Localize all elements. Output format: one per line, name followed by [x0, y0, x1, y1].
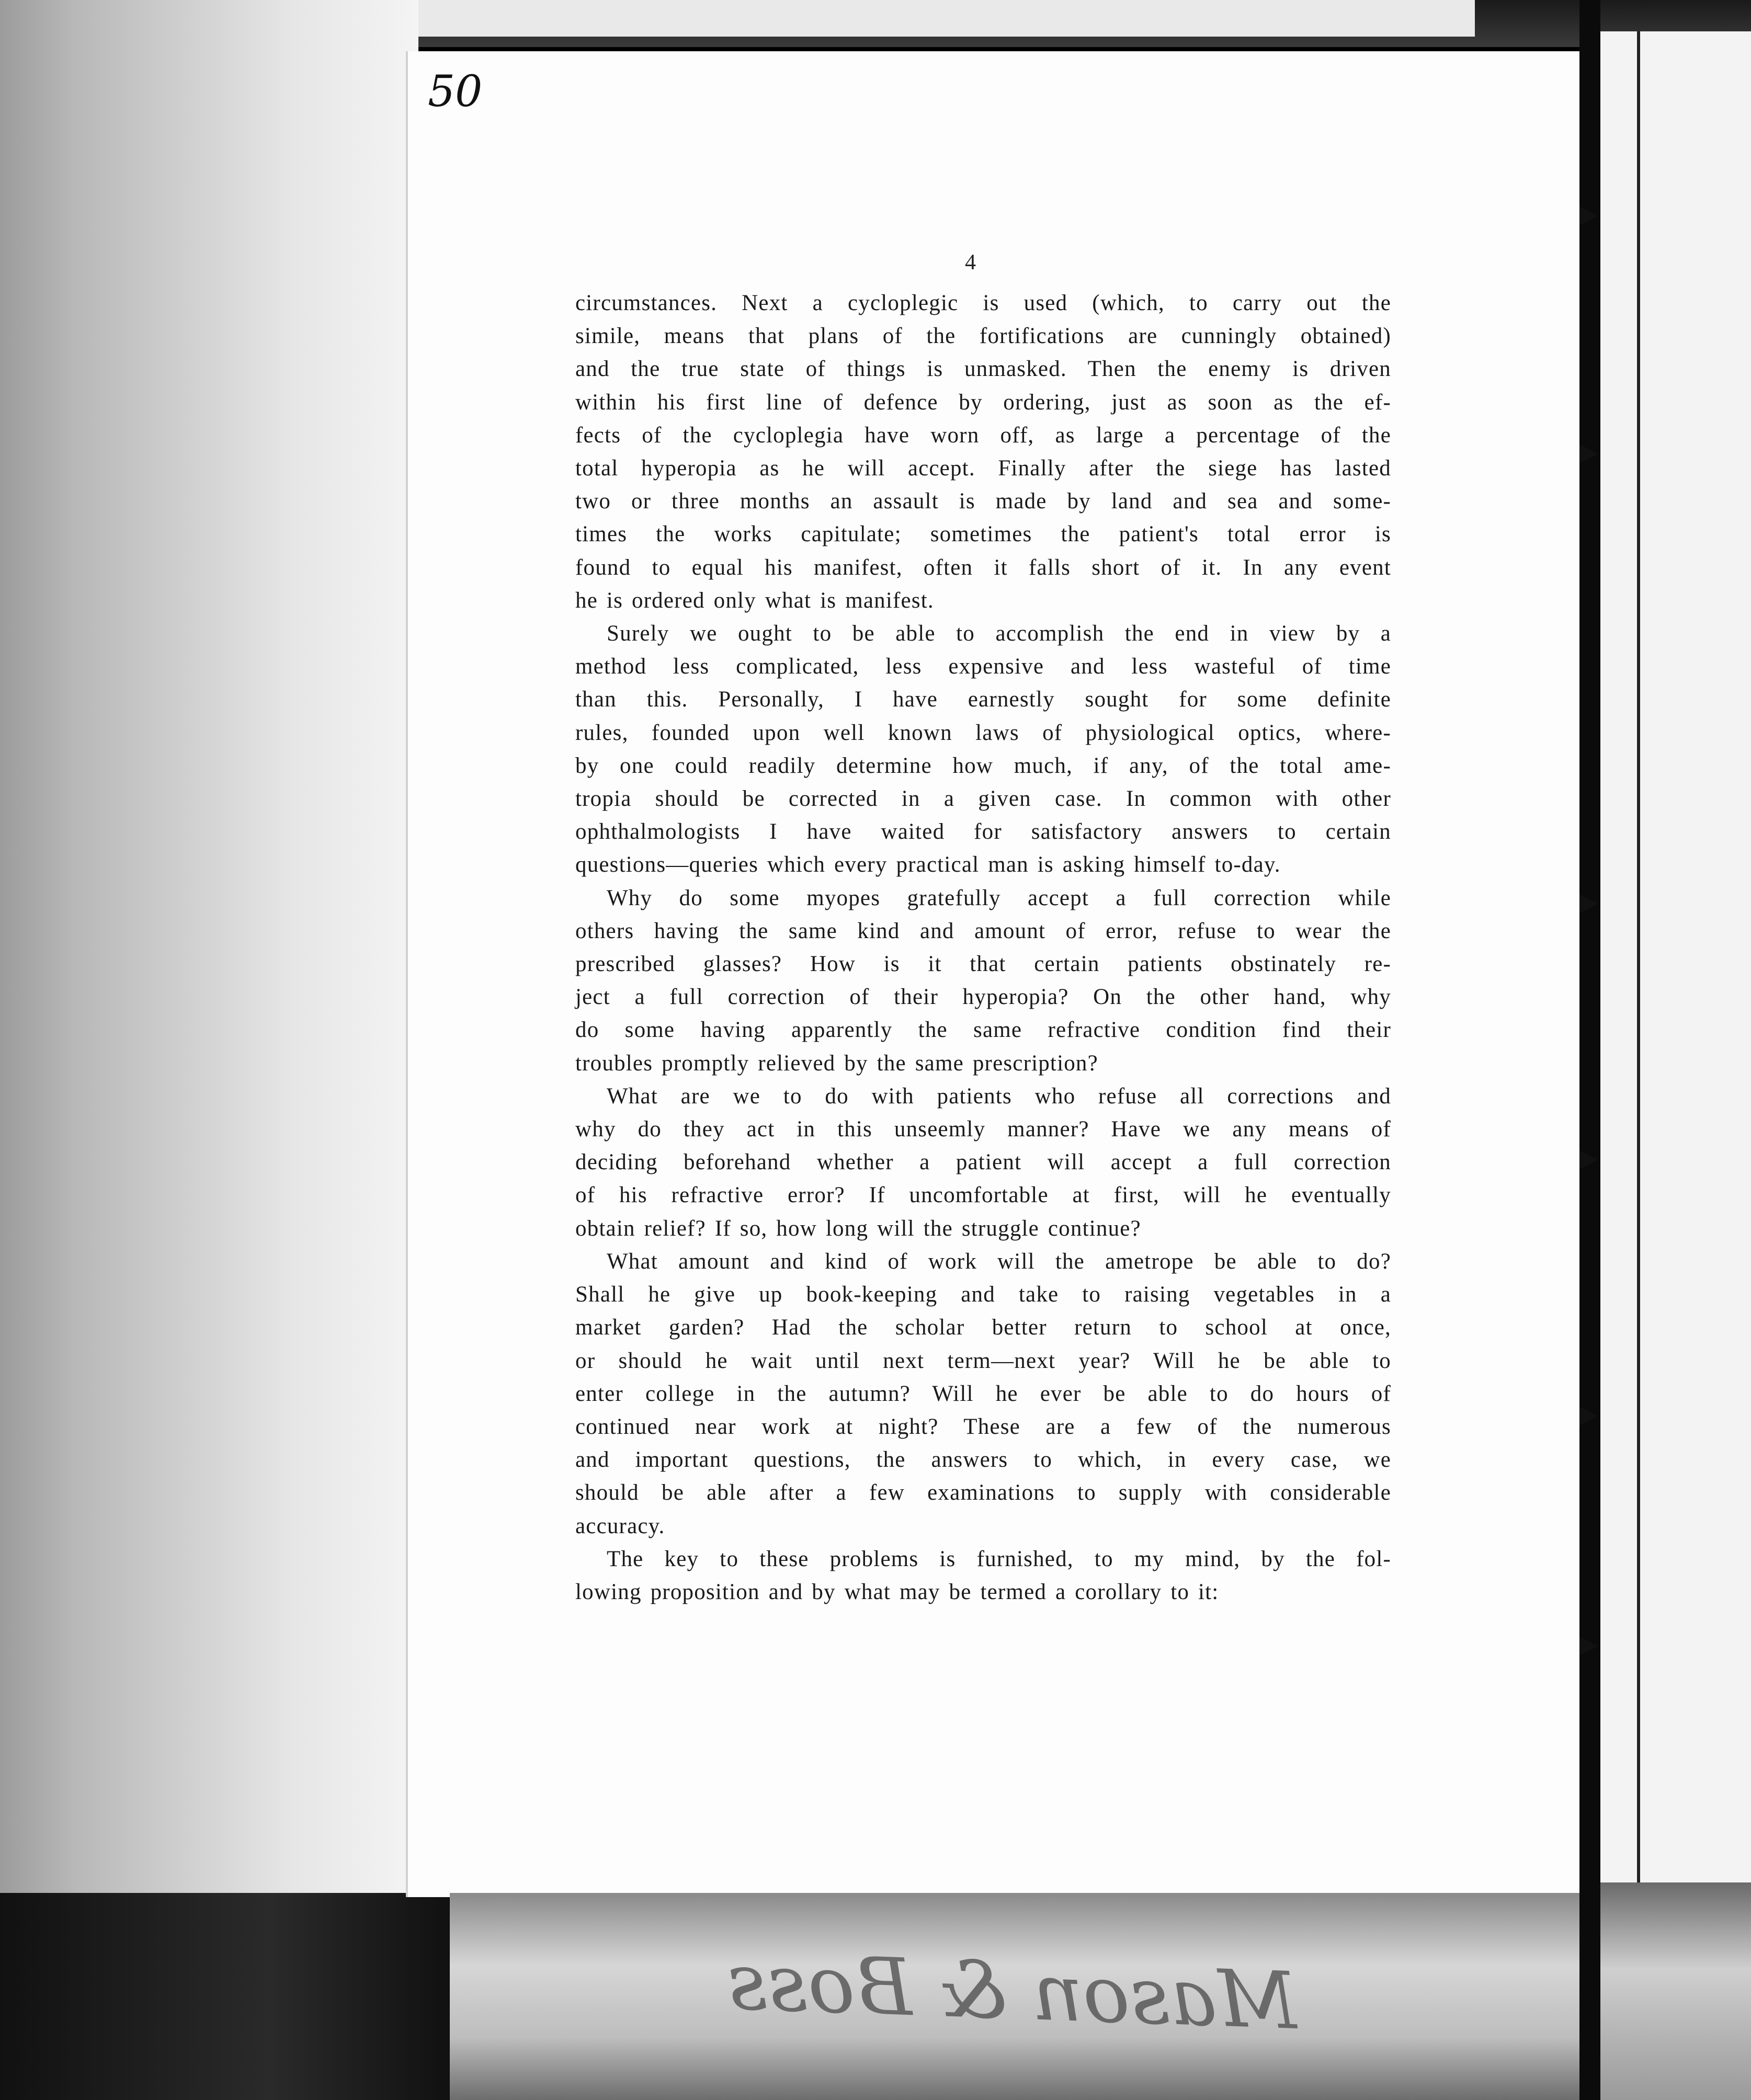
right-gutter	[1579, 0, 1600, 2100]
printed-page-number: 4	[965, 250, 976, 275]
text-line: Surely we ought to be able to accomplish the end in view by a	[607, 621, 1391, 646]
text-line: two or three months an assault is made by land and sea and some-	[575, 489, 1391, 514]
text-line: What amount and kind of work will the ametrope be able to do?	[607, 1249, 1391, 1274]
page-tab-marker	[1579, 207, 1598, 225]
facing-page-edge	[1600, 31, 1751, 1882]
text-line: tropia should be corrected in a given case. In common with other	[575, 786, 1391, 812]
facing-page-fold	[1637, 31, 1640, 1882]
text-line: accuracy.	[575, 1513, 665, 1538]
text-line: why do they act in this unseemly manner? Have we any means of	[575, 1117, 1391, 1142]
text-line: than this. Personally, I have earnestly sought for some definite	[575, 687, 1391, 712]
text-line: rules, founded upon well known laws of physiological optics, where-	[575, 720, 1391, 745]
text-line: obtain relief? If so, how long will the struggle continue?	[575, 1216, 1141, 1241]
text-line: and important questions, the answers to which, in every case, we	[575, 1447, 1391, 1473]
text-line: lowing proposition and by what may be termed a corollary to it:	[575, 1579, 1219, 1604]
text-line: Why do some myopes gratefully accept a full correction while	[607, 885, 1391, 910]
text-line: market garden? Had the scholar better return to school at once,	[575, 1315, 1391, 1340]
handwritten-folio-number: 50	[428, 67, 483, 117]
mirrored-signature: Mason & Boss	[726, 1936, 1299, 2047]
text-line: should be able after a few examinations to supply with considerable	[575, 1480, 1391, 1505]
text-line: simile, means that plans of the fortifications are cunningly obtained)	[575, 324, 1391, 349]
text-line: The key to these problems is furnished, to my mind, by the fol-	[607, 1546, 1391, 1571]
text-line: within his first line of defence by ordering, just as soon as the ef-	[575, 390, 1391, 415]
page-tab-marker	[1579, 1637, 1598, 1656]
text-line: troubles promptly relieved by the same prescription?	[575, 1051, 1098, 1076]
text-line: What are we to do with patients who refuse all corrections and	[607, 1083, 1391, 1109]
text-line: Shall he give up book-keeping and take to raising vegetables in a	[575, 1282, 1391, 1307]
page-tab-marker	[1579, 894, 1598, 913]
text-line: by one could readily determine how much, if any, of the total ame-	[575, 753, 1391, 778]
text-line: and the true state of things is unmasked. Then the enemy is driven	[575, 357, 1391, 382]
text-line: enter college in the autumn? Will he ever be able to do hours of	[575, 1381, 1391, 1406]
text-line: ject a full correction of their hyperopia? On the other hand, why	[575, 985, 1391, 1010]
text-line: total hyperopia as he will accept. Finally after the siege has lasted	[575, 456, 1391, 481]
bottom-right-scan-border	[1600, 1882, 1751, 2100]
text-line: found to equal his manifest, often it falls short of it. In any event	[575, 555, 1391, 580]
text-line: questions—queries which every practical man is asking himself to-day.	[575, 852, 1281, 877]
left-bottom-shadow	[0, 1893, 450, 2100]
page-tab-marker	[1579, 1150, 1598, 1169]
page-tab-marker	[1579, 1407, 1598, 1425]
text-line: others having the same kind and amount of error, refuse to wear the	[575, 918, 1391, 943]
text-line: fects of the cycloplegia have worn off, as large a percentage of the	[575, 423, 1391, 448]
text-line: continued near work at night? These are a few of the numerous	[575, 1414, 1391, 1439]
text-line: deciding beforehand whether a patient will accept a full correction	[575, 1150, 1391, 1175]
text-line: times the works capitulate; sometimes the patient's total error is	[575, 522, 1391, 547]
text-line: method less complicated, less expensive and less wasteful of time	[575, 654, 1391, 679]
text-line: he is ordered only what is manifest.	[575, 588, 934, 613]
page-tab-marker	[1579, 444, 1598, 463]
text-line: do some having apparently the same refractive condition find their	[575, 1018, 1391, 1043]
text-line: circumstances. Next a cycloplegic is used (which, to carry out the	[575, 291, 1391, 315]
text-line: or should he wait until next term—next year? Will he be able to	[575, 1348, 1391, 1373]
left-scan-margin	[0, 0, 418, 1893]
text-line: of his refractive error? If uncomfortable at first, will he eventually	[575, 1183, 1391, 1208]
body-text	[575, 287, 1391, 1608]
text-line: prescribed glasses? How is it that certain patients obstinately re-	[575, 952, 1391, 977]
text-line: ophthalmologists I have waited for satisfactory answers to certain	[575, 819, 1391, 844]
